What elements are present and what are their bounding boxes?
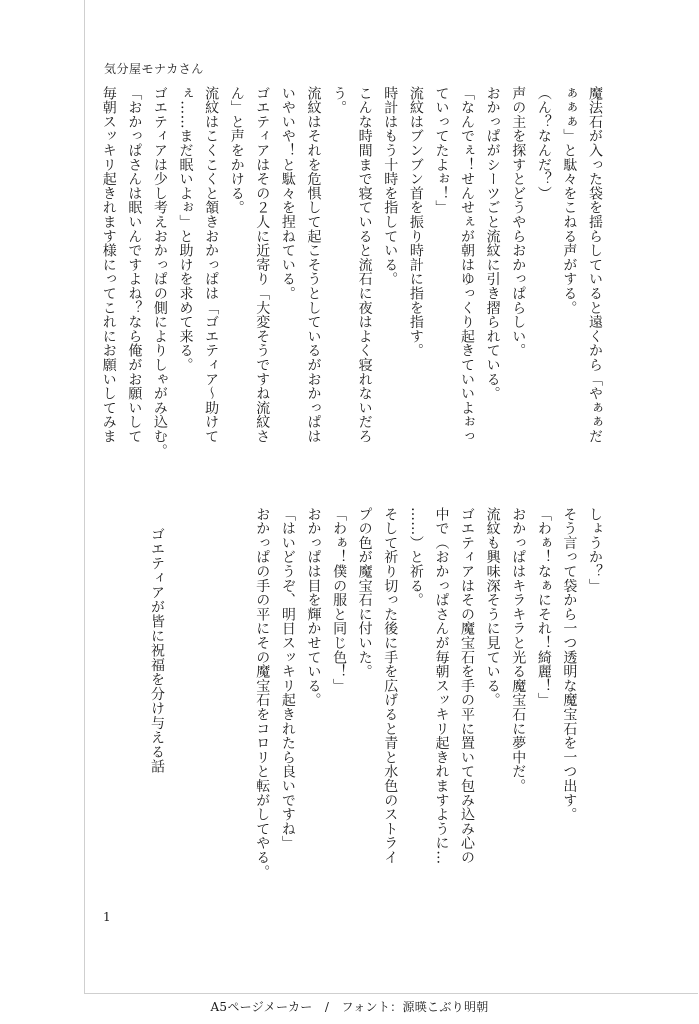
text-line: プの色が魔宝石に付いた。 <box>356 507 373 679</box>
text-line: 流紋も興味深そうに見ている。 <box>484 507 501 708</box>
text-line: いやいや！と駄々を捏ねている。 <box>279 86 296 301</box>
text-line: そして祈り切った後に手を広げると青と水色のストライ <box>382 507 399 865</box>
text-line: こんな時間まで寝ていると流石に夜はよく寝れないだろ <box>356 86 373 444</box>
text-line: 声の主を探すとどうやらおかっぱらしい。 <box>510 86 527 358</box>
text-line: 魔法石が入った袋を揺らしていると遠くから「やぁぁだ <box>587 86 603 444</box>
header-title: 気分屋モナカさん <box>104 62 204 76</box>
text-line: 「わぁ！なぁにそれ！綺麗！」 <box>535 507 552 708</box>
text-line: ゴエティアはその魔宝石を手の平に置いて包み込み心の <box>459 507 476 865</box>
text-line: （ん？なんだ？） <box>535 86 552 201</box>
text-line: ゴエティアはその２人に近寄り「大変そうですね流紋さ <box>254 86 271 444</box>
text-line: 中で（おかっぱさんが毎朝スッキリ起きれますように… <box>433 507 450 865</box>
text-line: ていってたよぉ！」 <box>433 86 450 215</box>
lower-text-block <box>249 507 607 899</box>
text-line: 「おかっぱさんは眠いんですよね？なら俺がお願いして <box>126 86 143 444</box>
text-line: おかっぱがシーツごと流紋に引き摺られている。 <box>484 86 501 401</box>
text-line: 流紋はそれを危惧して起こそうとしているがおかっぱは <box>305 86 322 444</box>
page-number: 1 <box>103 910 111 924</box>
text-line: しょうか？」 <box>587 507 603 593</box>
text-line: そう言って袋から一つ透明な魔宝石を一つ出す。 <box>561 507 578 822</box>
footer-credit: A5ページメーカー / フォント：源暎こぶり明朝 <box>210 1000 489 1014</box>
text-line: ぁぁぁ」と駄々をこねる声がする。 <box>561 86 578 315</box>
text-line: 時計はもう十時を指している。 <box>382 86 399 287</box>
text-line: 「なんでぇ！せんせぇが朝はゆっくり起きていいよぉっ <box>459 86 476 444</box>
text-line: 「わぁ！僕の服と同じ色！」 <box>331 507 348 693</box>
upper-text-block <box>95 86 607 478</box>
text-line: ゴエティアは少し考えおかっぱの側によりしゃがみ込む。 <box>151 86 168 458</box>
text-line: ……）と祈る。 <box>407 507 424 608</box>
text-line: 流紋はこくこくと頷きおかっぱは「ゴエティア〜助けて <box>203 86 220 444</box>
text-line: おかっぱはキラキラと光る魔宝石に夢中だ。 <box>510 507 527 793</box>
text-line: ん」と声をかける。 <box>228 86 245 215</box>
text-line: おかっぱは目を輝かせている。 <box>305 507 322 708</box>
text-line: 毎朝スッキリ起きれます様にってこれにお願いしてみま <box>100 86 117 444</box>
text-line: おかっぱの手の平にその魔宝石をコロリと転がしてやる。 <box>254 507 271 879</box>
story-title: ゴエティアが皆に祝福を分け与える話 <box>149 527 165 774</box>
text-line: 流紋はブンブン首を振り時計に指を指す。 <box>407 86 424 358</box>
text-line: う。 <box>331 86 348 115</box>
text-line: ぇ……まだ眠いよぉ」と助けを求めて来る。 <box>177 86 194 372</box>
text-line: 「はいどうぞ、明日スッキリ起きれたら良いですね」 <box>279 507 296 851</box>
